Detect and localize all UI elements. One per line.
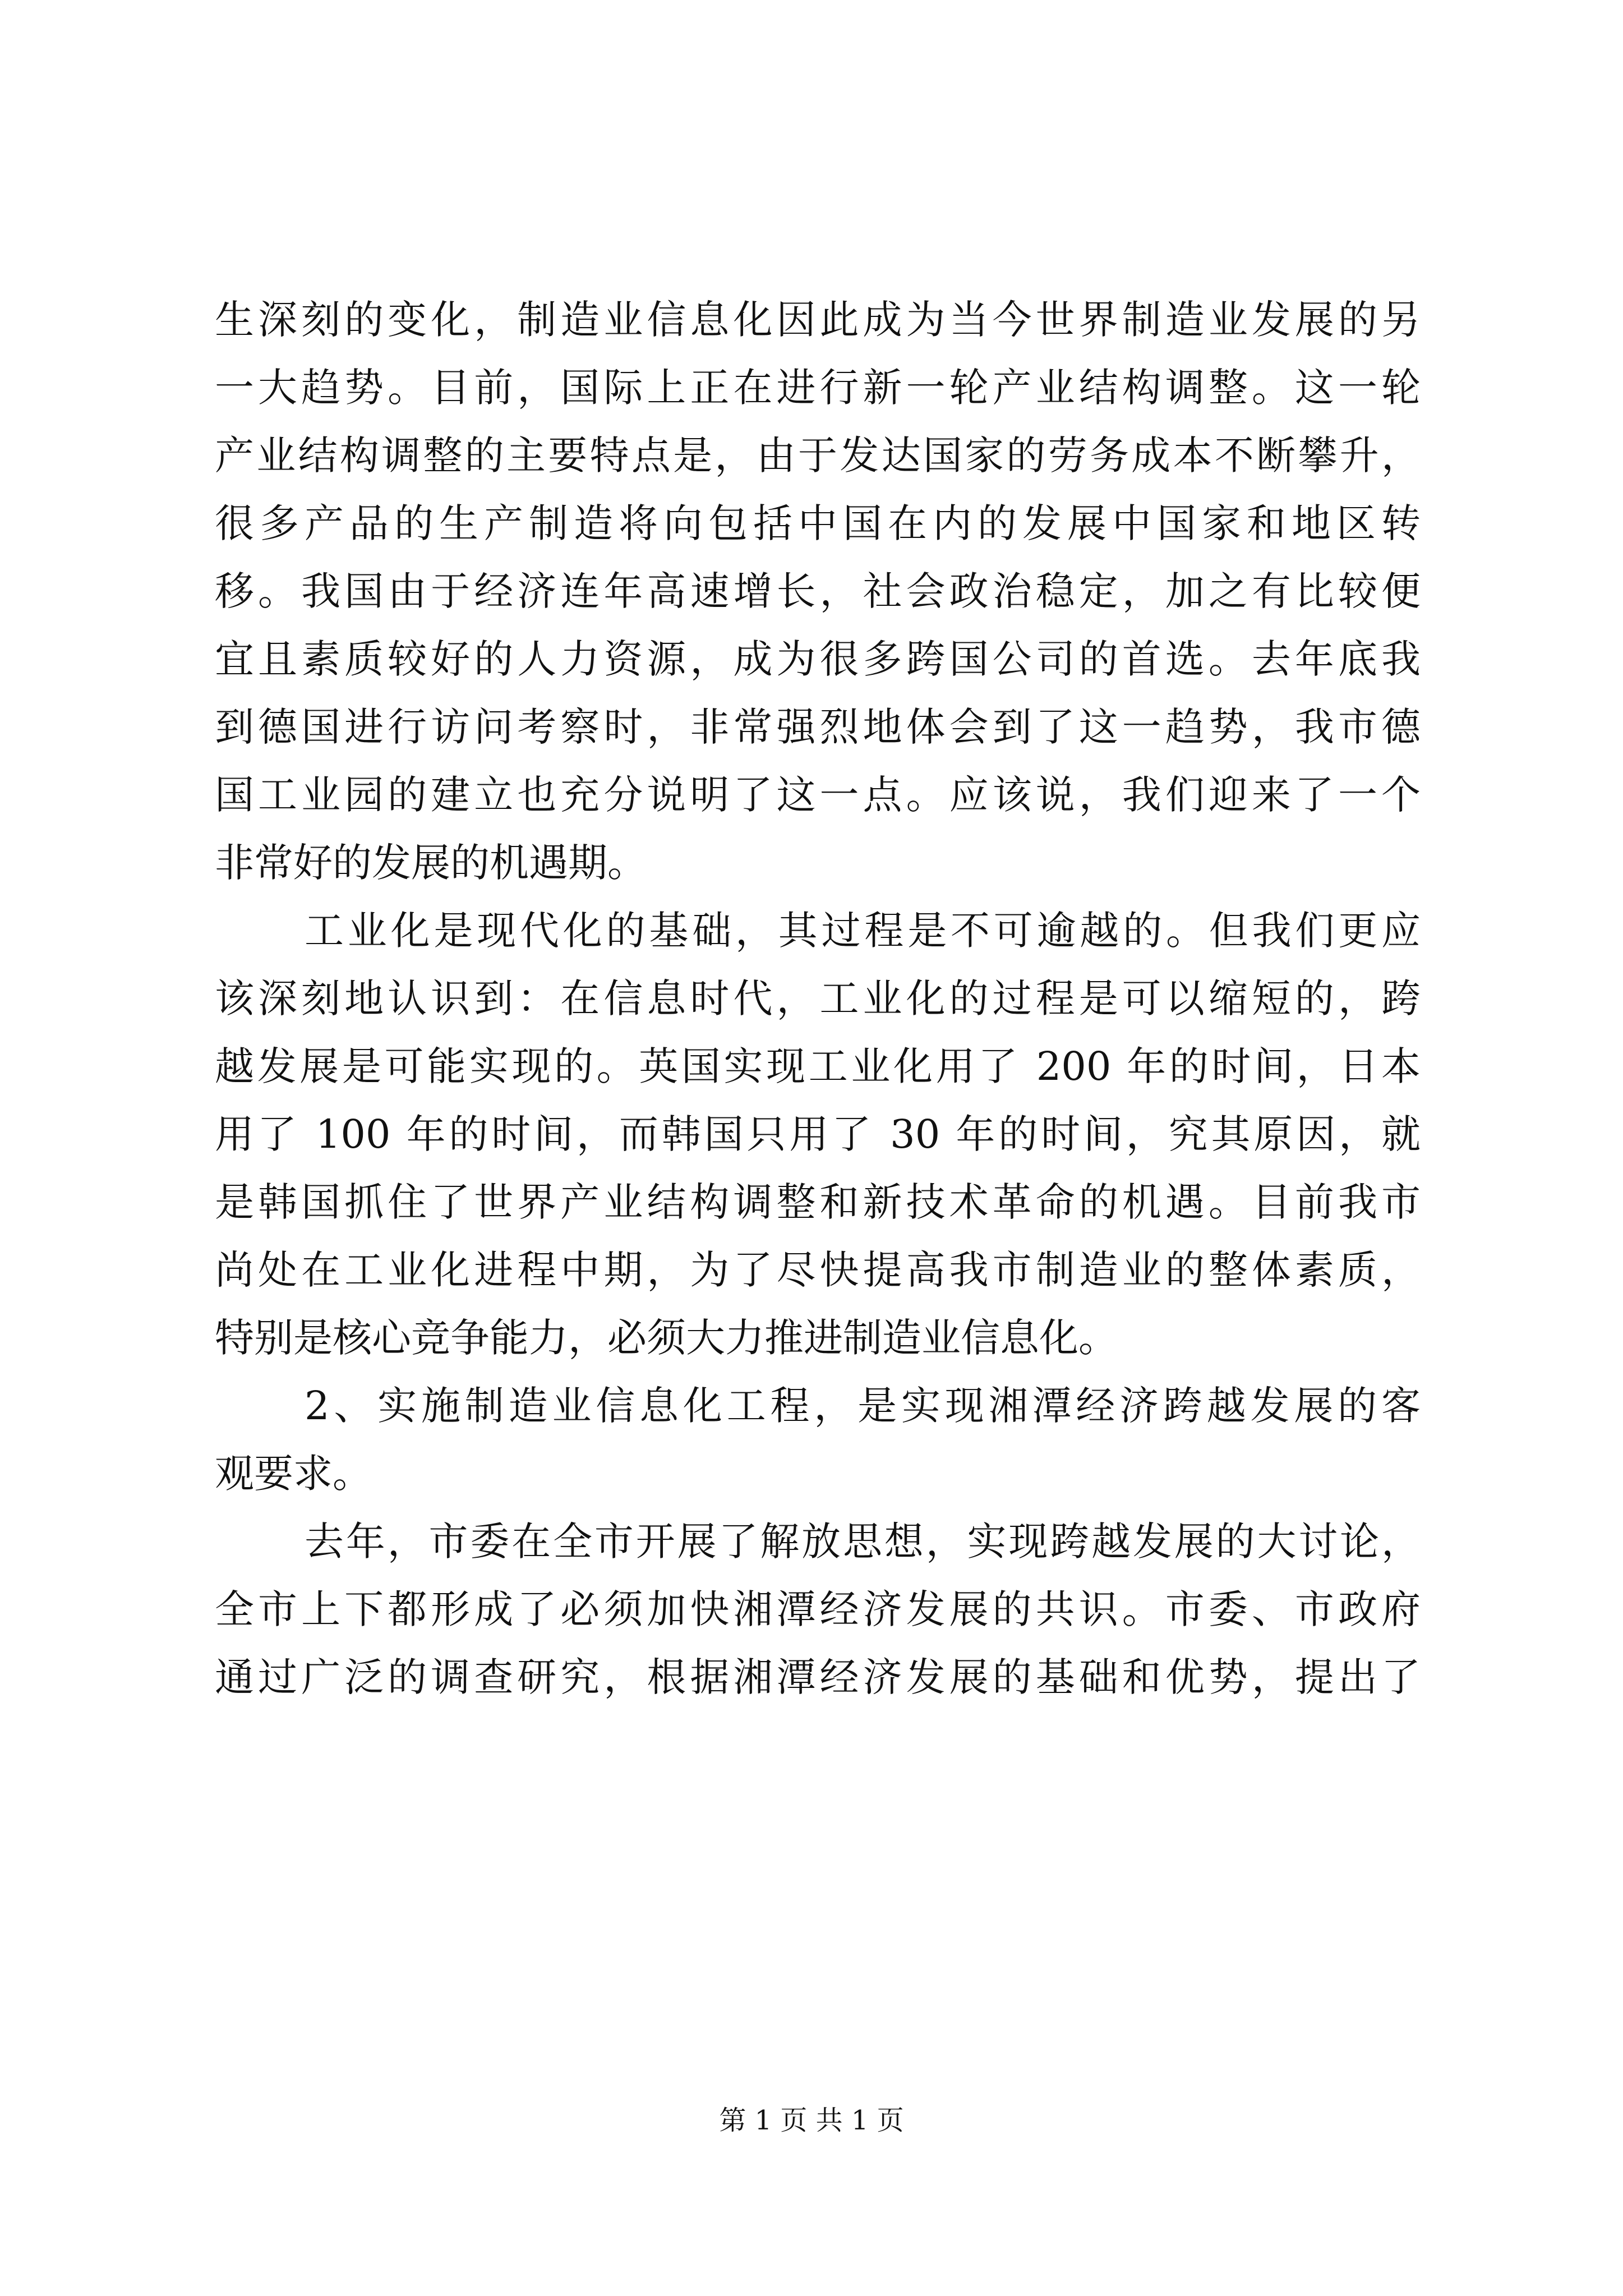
text-line: 特别是核心竞争能力，必须大力推进制造业信息化。	[215, 1315, 1118, 1361]
section-heading-line: 2、实施制造业信息化工程，是实现湘潭经济跨越发展的客	[305, 1383, 1421, 1429]
text-line: 到德国进行访问考察时，非常强烈地体会到了这一趋势，我市德	[215, 704, 1421, 750]
paragraph-first-line: 工业化是现代化的基础，其过程是不可逾越的。但我们更应	[305, 908, 1421, 954]
text-line: 通过广泛的调查研究，根据湘潭经济发展的基础和优势，提出了	[215, 1654, 1421, 1700]
text-line: 全市上下都形成了必须加快湘潭经济发展的共识。市委、市政府	[215, 1586, 1421, 1632]
page-number-footer: 第 1 页 共 1 页	[719, 2105, 904, 2136]
paragraph-first-line: 去年，市委在全市开展了解放思想，实现跨越发展的大讨论，	[305, 1519, 1421, 1565]
text-line: 很多产品的生产制造将向包括中国在内的发展中国家和地区转	[215, 500, 1421, 546]
text-line: 非常好的发展的机遇期。	[215, 840, 647, 886]
text-line: 越发展是可能实现的。英国实现工业化用了 200 年的时间，日本	[215, 1043, 1421, 1089]
text-line: 该深刻地认识到：在信息时代，工业化的过程是可以缩短的，跨	[215, 976, 1421, 1022]
text-line: 宜且素质较好的人力资源，成为很多跨国公司的首选。去年底我	[215, 636, 1421, 682]
text-line: 尚处在工业化进程中期，为了尽快提高我市制造业的整体素质，	[215, 1247, 1421, 1293]
text-line: 生深刻的变化，制造业信息化因此成为当今世界制造业发展的另	[215, 297, 1421, 343]
text-line: 移。我国由于经济连年高速增长，社会政治稳定，加之有比较便	[215, 568, 1421, 614]
text-line: 是韩国抓住了世界产业结构调整和新技术革命的机遇。目前我市	[215, 1179, 1421, 1225]
text-line: 国工业园的建立也充分说明了这一点。应该说，我们迎来了一个	[215, 772, 1421, 818]
document-body	[215, 286, 1421, 1711]
text-line: 一大趋势。目前，国际上正在进行新一轮产业结构调整。这一轮	[215, 365, 1421, 411]
section-heading-line: 观要求。	[215, 1451, 372, 1497]
text-line: 产业结构调整的主要特点是，由于发达国家的劳务成本不断攀升，	[215, 432, 1421, 478]
text-line: 用了 100 年的时间，而韩国只用了 30 年的时间，究其原因，就	[215, 1111, 1421, 1157]
